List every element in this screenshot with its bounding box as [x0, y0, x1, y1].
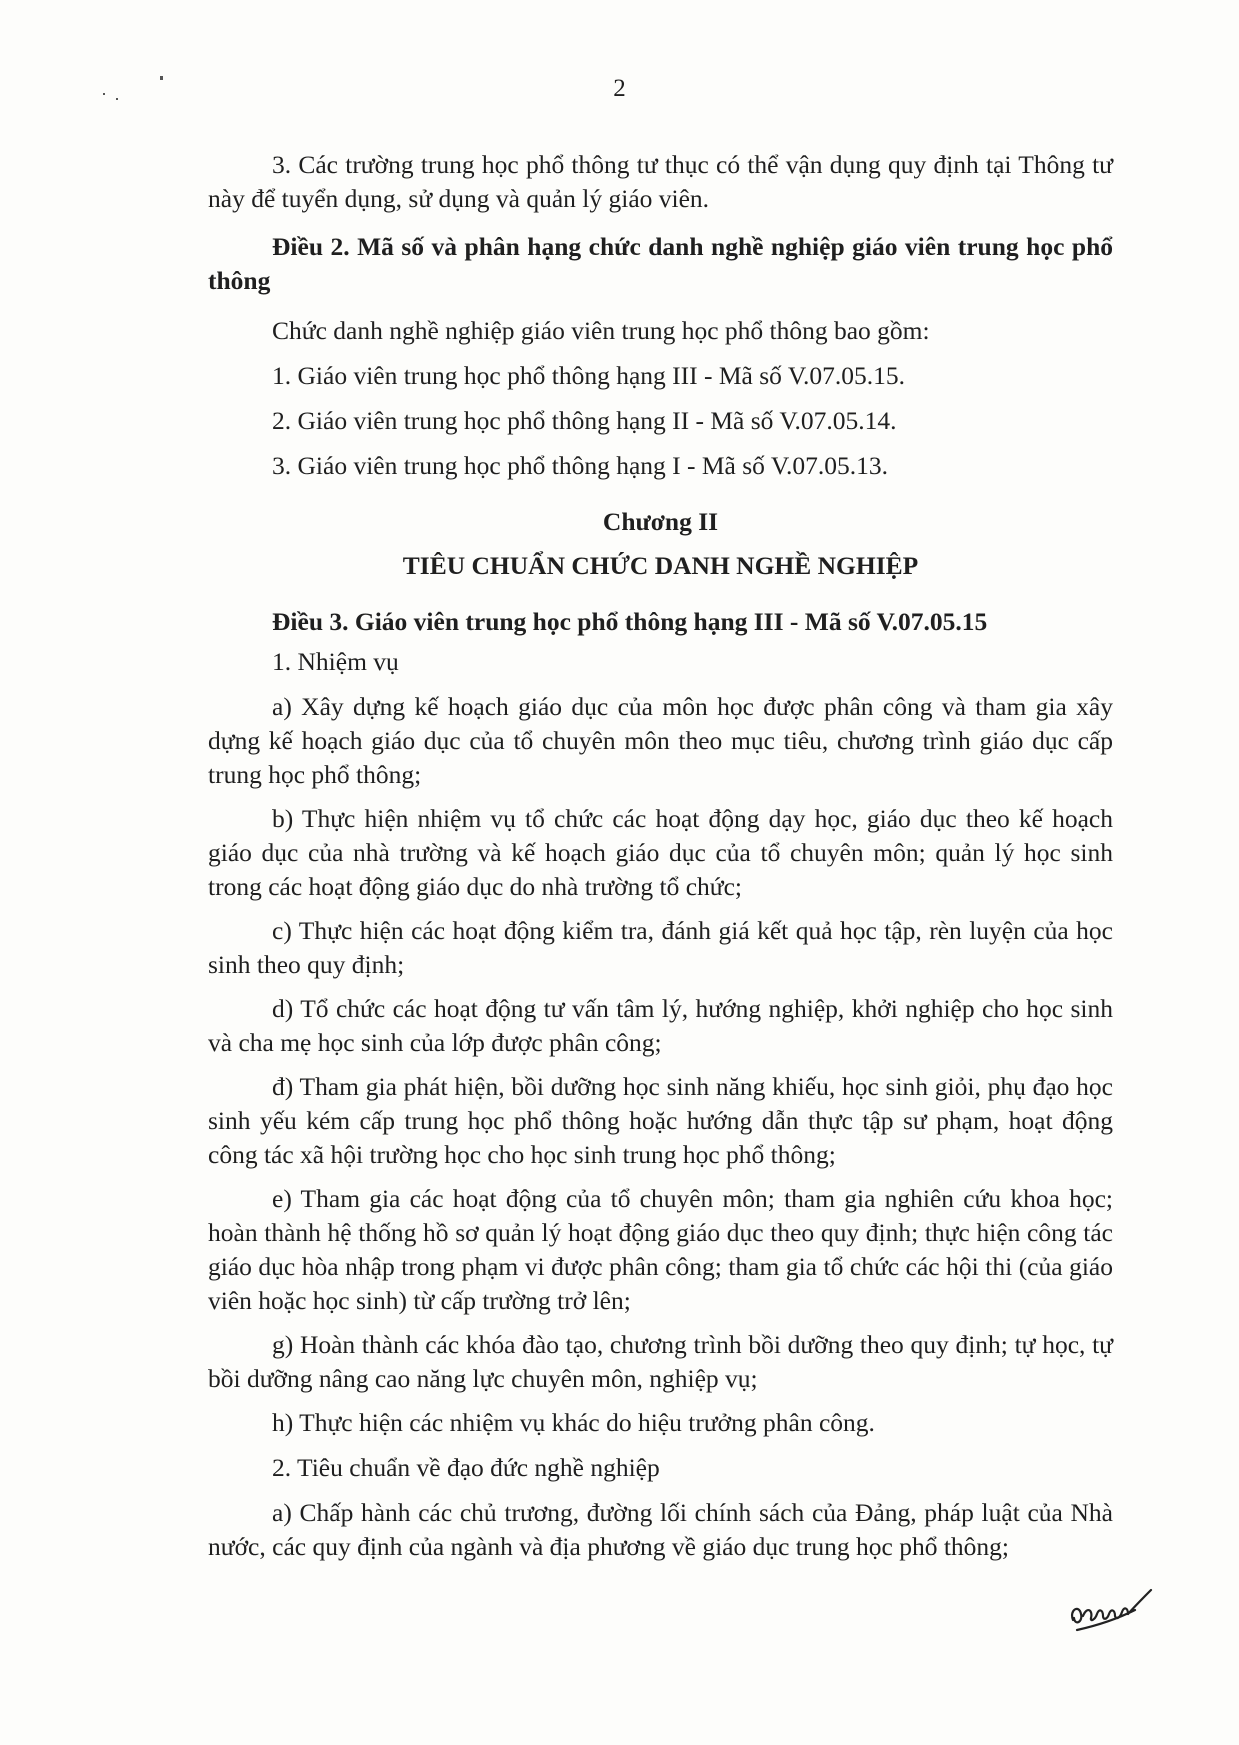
list-item: b) Thực hiện nhiệm vụ tổ chức các hoạt động dạy học, giáo dục theo kế hoạch giáo dục của nhà trường và kế hoạch giáo dục của tổ chuyên môn; quản lý học sinh trong các hoạt động giáo dục do nhà trường tổ chức; [208, 804, 1113, 901]
page-number: 2 [613, 75, 626, 102]
list-item: a) Xây dựng kế hoạch giáo dục của môn học được phân công và tham gia xây dựng kế hoạch giáo dục của tổ chuyên môn theo mục tiêu, chương trình giáo dục cấp trung học phổ thông; [208, 692, 1113, 789]
list-item: 2. Giáo viên trung học phổ thông hạng II - Mã số V.07.05.14. [272, 406, 897, 435]
list-item: d) Tổ chức các hoạt động tư vấn tâm lý, hướng nghiệp, khởi nghiệp cho học sinh và cha mẹ học sinh của lớp được phân công; [208, 994, 1113, 1057]
article-heading: Điều 3. Giáo viên trung học phổ thông hạng III - Mã số V.07.05.15 [272, 607, 988, 636]
document-body [208, 148, 1113, 1574]
section-heading: 2. Tiêu chuẩn về đạo đức nghề nghiệp [272, 1453, 660, 1482]
article-heading: Điều 2. Mã số và phân hạng chức danh nghề nghiệp giáo viên trung học phổ thông [208, 232, 1113, 295]
list-item: đ) Tham gia phát hiện, bồi dưỡng học sinh năng khiếu, học sinh giỏi, phụ đạo học sinh yếu kém cấp trung học phổ thông hoặc hướng dẫn thực tập sư phạm, hoạt động công tác xã hội trường học cho học sinh trung học phổ thông; [208, 1072, 1113, 1169]
list-intro: Chức danh nghề nghiệp giáo viên trung học phổ thông bao gồm: [272, 316, 930, 345]
list-item: 3. Giáo viên trung học phổ thông hạng I - Mã số V.07.05.13. [272, 451, 888, 480]
chapter-subtitle: TIÊU CHUẨN CHỨC DANH NGHỀ NGHIỆP [402, 551, 919, 580]
list-item: h) Thực hiện các nhiệm vụ khác do hiệu trưởng phân công. [272, 1408, 875, 1437]
chapter-title: Chương II [602, 507, 719, 536]
list-item: a) Chấp hành các chủ trương, đường lối chính sách của Đảng, pháp luật của Nhà nước, các quy định của ngành và địa phương về giáo dục trung học phổ thông; [208, 1498, 1113, 1561]
list-item: c) Thực hiện các hoạt động kiểm tra, đánh giá kết quả học tập, rèn luyện của học sinh theo quy định; [208, 916, 1113, 979]
handwritten-initials-icon [1065, 1580, 1155, 1636]
list-item: e) Tham gia các hoạt động của tổ chuyên môn; tham gia nghiên cứu khoa học; hoàn thành hệ thống hồ sơ quản lý hoạt động giáo dục theo quy định; thực hiện công tác giáo dục hòa nhập trong phạm vi được phân công; tham gia tổ chức các hội thi (của giáo viên hoặc học sinh) từ cấp trường trở lên; [208, 1184, 1113, 1315]
paragraph: 3. Các trường trung học phổ thông tư thục có thể vận dụng quy định tại Thông tư này để tuyển dụng, sử dụng và quản lý giáo viên. [208, 150, 1113, 213]
section-heading: 1. Nhiệm vụ [272, 647, 399, 676]
list-item: 1. Giáo viên trung học phổ thông hạng III - Mã số V.07.05.15. [272, 361, 905, 390]
list-item: g) Hoàn thành các khóa đào tạo, chương trình bồi dưỡng theo quy định; tự học, tự bồi dưỡng nâng cao năng lực chuyên môn, nghiệp vụ; [208, 1330, 1113, 1393]
